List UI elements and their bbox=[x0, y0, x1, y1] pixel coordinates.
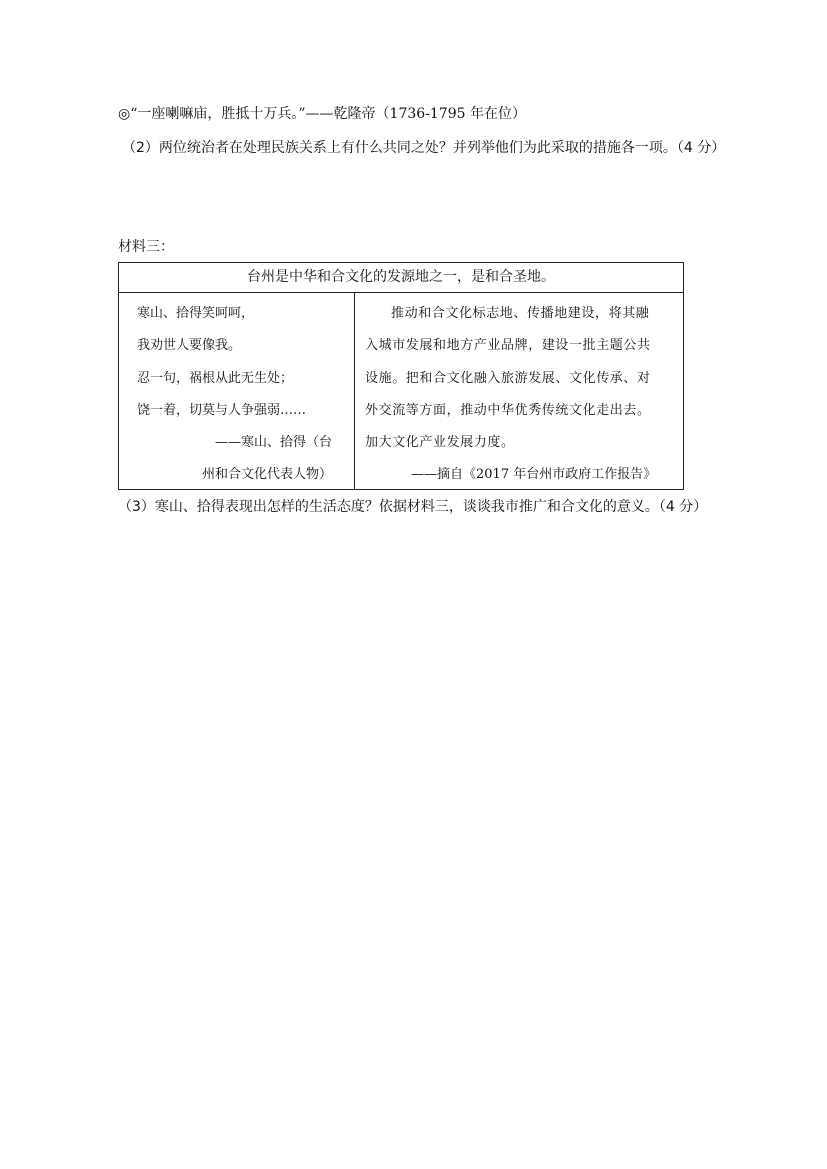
poem-line-2: 我劝世人要像我。 bbox=[137, 338, 242, 353]
poem-line-1: 寒山、拾得笑呵呵， bbox=[137, 306, 255, 321]
poem-line-3: 忍一句，祸根从此无生处； bbox=[137, 371, 294, 386]
report-line-3: 设施。把和合文化融入旅游发展、文化传承、对 bbox=[365, 371, 651, 386]
material-3-table bbox=[118, 262, 684, 490]
report-line-5: 加大文化产业发展力度。 bbox=[365, 435, 515, 450]
quote-line bbox=[118, 104, 526, 124]
question-2: （2）两位统治者在处理民族关系上有什么共同之处？并列举他们为此采取的措施各一项。（4 分） bbox=[122, 140, 726, 156]
poem-cell bbox=[119, 293, 354, 490]
quote-text: “一座喇嘛庙，胜抵十万兵。”——乾隆帝（1736-1795 年在位） bbox=[130, 106, 526, 122]
circle-bullet-icon: ◎ bbox=[118, 106, 131, 122]
report-line-1: 推动和合文化标志地、传播地建设，将其融 bbox=[391, 306, 650, 321]
report-line-4: 外交流等方面，推动中华优秀传统文化走出去。 bbox=[365, 403, 651, 418]
table-header: 台州是中华和合文化的发源地之一，是和合圣地。 bbox=[119, 263, 683, 293]
material-3-label: 材料三： bbox=[118, 239, 174, 255]
poem-line-4: 饶一着，切莫与人争强弱…… bbox=[137, 403, 307, 418]
report-source: ——摘自《2017 年台州市政府工作报告》 bbox=[411, 467, 657, 482]
question-3: （3）寒山、拾得表现出怎样的生活态度？依据材料三，谈谈我市推广和合文化的意义。（4 分） bbox=[118, 499, 708, 515]
report-line-2: 入城市发展和地方产业品牌，建设一批主题公共 bbox=[365, 338, 651, 353]
report-cell bbox=[355, 293, 684, 490]
poem-attribution-2: 州和合文化代表人物） bbox=[202, 467, 333, 482]
poem-attribution-1: ——寒山、拾得（台 bbox=[215, 435, 333, 450]
